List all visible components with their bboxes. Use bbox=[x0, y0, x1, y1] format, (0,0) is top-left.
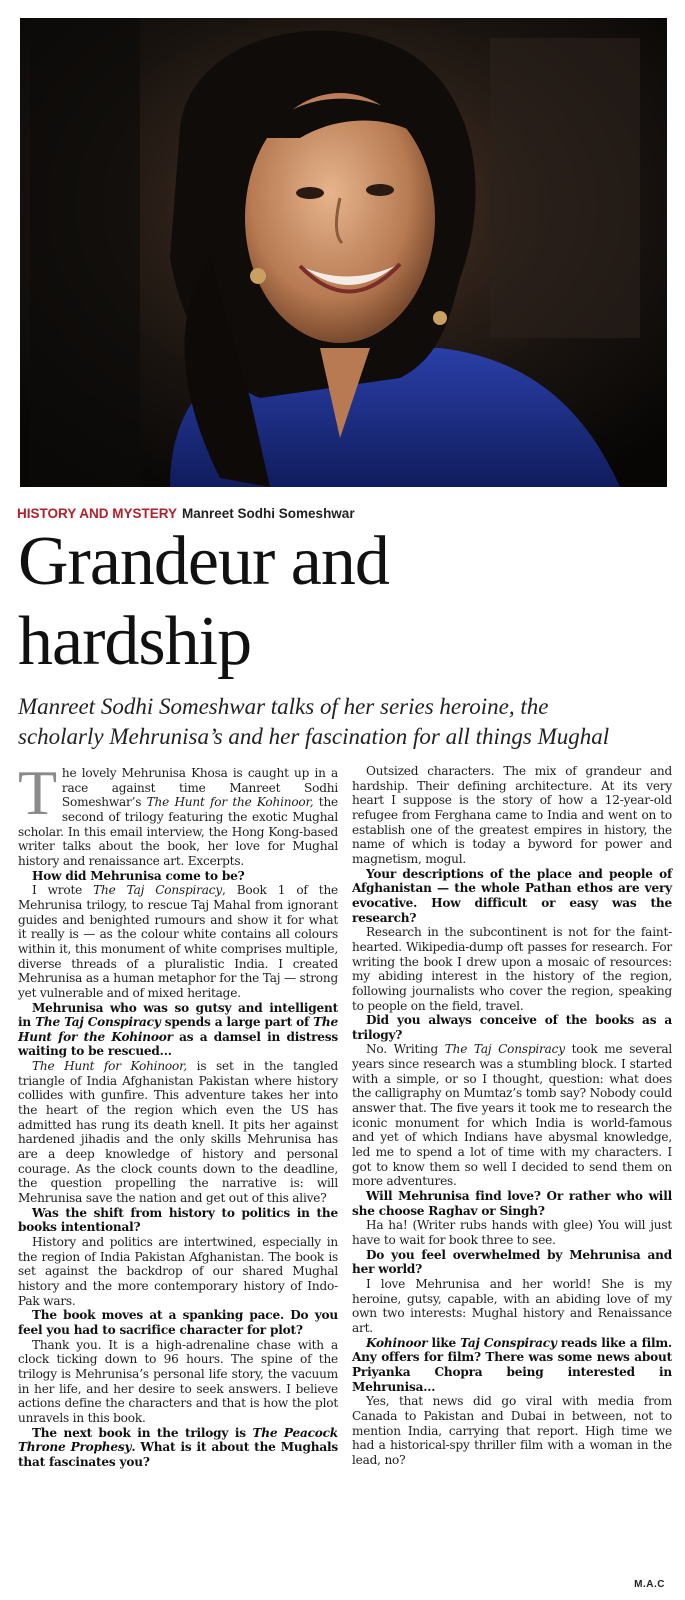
question-5: The next book in the trilogy is The Peacock Throne Prophesy. What is it about the Mughals that fascinates you? bbox=[18, 1425, 338, 1469]
deck-line-1: Manreet Sodhi Someshwar talks of her series heroine, the bbox=[18, 694, 549, 719]
answer-4: Thank you. It is a high-adrenaline chase with a clock ticking down to 96 hours. The spine of the trilogy is Mehrunisa’s personal life story, the vacuum in her life, and her desire to seek answers. I believe actions define the characters and that is how the plot unravels in this book. bbox=[18, 1337, 338, 1425]
answer-1: I wrote The Taj Conspiracy, Book 1 of the Mehrunisa trilogy, to rescue Taj Mahal from ignorant guides and benighted rumours and show it for what it really is — as the colour white contains all colours within it, this monument of white comprises multiple, diverse threads of a pluralistic India. I created Mehrunisa as a human metaphor for the Taj — strong yet vulnerable and of mixed heritage. bbox=[18, 883, 338, 1000]
question-10: Kohinoor like Taj Conspiracy reads like a film. Any offers for film? There was some news about Priyanka Chopra being interested in Mehrunisa... bbox=[352, 1335, 672, 1394]
section-category: HISTORY AND MYSTERY bbox=[17, 506, 178, 521]
author-photo bbox=[20, 18, 667, 487]
answer-5: Outsized characters. The mix of grandeur and hardship. Their defining architecture. At its very heart I suppose is the story of how a 12-year-old refugee from Ferghana came to India and went on to establish one of the greatest empires in history, the name of which is today a byword for power and magnetism, mogul. bbox=[352, 764, 672, 866]
question-9: Do you feel overwhelmed by Mehrunisa and her world? bbox=[352, 1247, 672, 1277]
answer-9: I love Mehrunisa and her world! She is my heroine, gutsy, capable, with an abiding love of my own two interests: Mughal history and Renaissance art. bbox=[352, 1276, 672, 1335]
article-column-left bbox=[18, 757, 338, 1470]
drop-cap: T bbox=[18, 757, 57, 828]
question-7: Did you always conceive of the books as a trilogy? bbox=[352, 1013, 672, 1042]
answer-7: No. Writing The Taj Conspiracy took me several years since research was a stumbling block. I started with a simple, or so I thought, question: what does the calligraphy on Mumtaz’s tomb say? Nobody could answer that. The five years it took me to research the iconic monument for which India is world-famous and yet of which Indians have abysmal knowledge, led me to spend a lot of time with my characters. I got to know them so well I decided to send them on more adventures. bbox=[352, 1042, 673, 1189]
question-1: How did Mehrunisa come to be? bbox=[32, 868, 245, 883]
answer-8: Ha ha! (Writer rubs hands with glee) You will just have to wait for book three to see. bbox=[352, 1218, 672, 1247]
intro-paragraph: The lovely Mehrunisa Khosa is caught up in a race against time Manreet Sodhi Someshwar’s The Hunt for the Kohinoor, the second of trilogy featuring the exotic Mughal scholar. In this email interview, the Hong Kong-based writer talks about the book, her love for Mughal history and renaissance art. Excerpts. bbox=[18, 757, 338, 868]
headline bbox=[18, 522, 668, 682]
question-6: Your descriptions of the place and people of Afghanistan — the whole Pathan ethos are very evocative. How difficult or easy was the research? bbox=[352, 866, 672, 925]
answer-2: The Hunt for Kohinoor, is set in the tangled triangle of India Afghanistan Pakistan where history collides with gunfire. This adventure takes her into the heart of the region which even the US has admitted has rung its death knell. It pits her against hardened jihadis and the only skills Mehrunisa has are a deep knowledge of history and personal courage. As the clock counts down to the deadline, the question propelling the narrative is: will Mehrunisa save the nation and get out of this alive? bbox=[18, 1059, 338, 1206]
question-3: Was the shift from history to politics in the books intentional? bbox=[18, 1205, 338, 1235]
answer-10: Yes, that news did go viral with media from Canada to Pakistan and Dubai in between, not to mention India, carrying that report. High time we had a historical-spy thriller film with a woman in the lead, no? bbox=[352, 1394, 672, 1467]
portrait-illustration bbox=[20, 18, 667, 487]
author-signature: M.A.C bbox=[634, 1579, 665, 1590]
deck-line-2: scholarly Mehrunisa’s and her fascination for all things Mughal bbox=[18, 724, 610, 749]
question-4: The book moves at a spanking pace. Do you feel you had to sacrifice character for plot? bbox=[18, 1308, 338, 1337]
article-column-right bbox=[352, 764, 672, 1468]
answer-3: History and politics are intertwined, especially in the region of India Pakistan Afghanistan. The book is set against the backdrop of our shared Mughal history and the more contemporary history of Indo-Pak wars. bbox=[18, 1235, 338, 1308]
kicker bbox=[17, 506, 355, 521]
answer-6: Research in the subcontinent is not for the faint-hearted. Wikipedia-dump oft passes for research. For writing the book I drew upon a mosaic of resources: my abiding interest in the history of the region, following journalists who cover the region, speaking to people on the field, travel. bbox=[352, 925, 672, 1013]
headline-line-2: hardship bbox=[18, 603, 252, 680]
deck bbox=[18, 692, 668, 752]
question-8: Will Mehrunisa find love? Or rather who will she choose Raghav or Singh? bbox=[352, 1189, 672, 1218]
byline: Manreet Sodhi Someshwar bbox=[182, 506, 355, 521]
headline-line-1: Grandeur and bbox=[18, 523, 389, 600]
question-2: Mehrunisa who was so gutsy and intelligent in The Taj Conspiracy spends a large part of The Hunt for the Kohinoor as a damsel in distress waiting to be rescued... bbox=[18, 1000, 338, 1059]
